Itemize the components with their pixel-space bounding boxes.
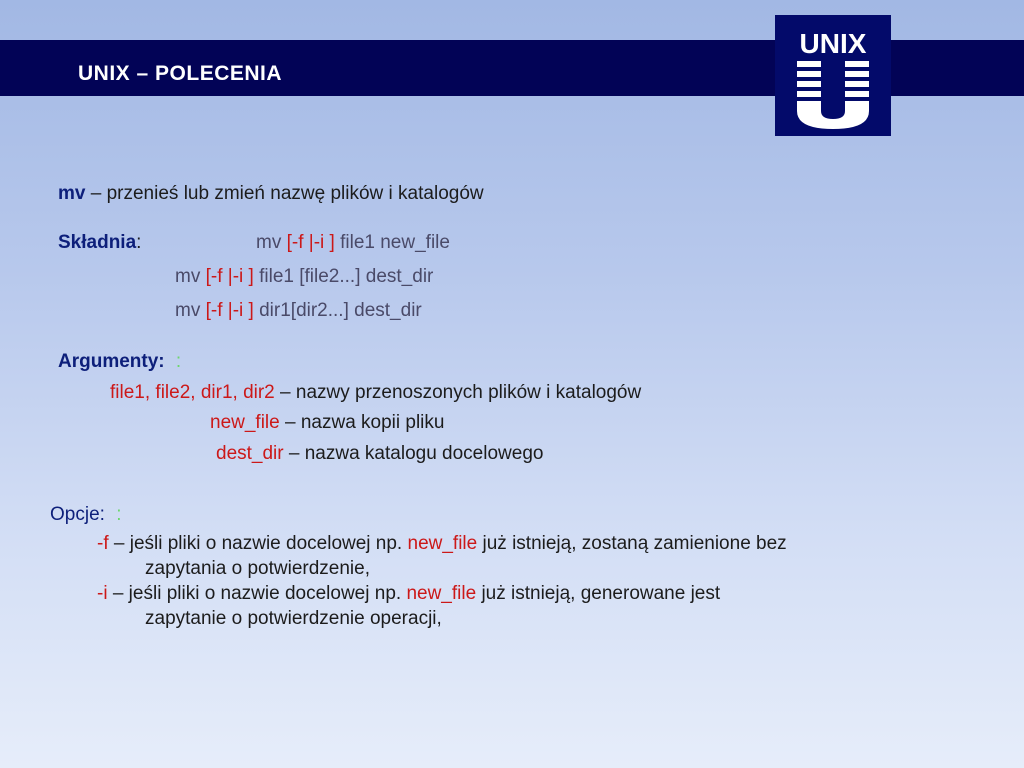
syntax-label: Składnia [58, 232, 137, 253]
option-term: new_file [406, 583, 477, 604]
unix-logo [775, 15, 891, 136]
argument-desc: – nazwy przenoszonych plików i katalogów [274, 382, 642, 403]
option-desc-end: już istnieją, zostaną zamienione bez [477, 533, 787, 554]
argument-term: new_file [210, 412, 280, 433]
syntax-colon: : [136, 232, 142, 253]
syntax-opts: [-f |-i ] [205, 266, 254, 287]
option-flag: -i [97, 583, 108, 604]
syntax-cmd: mv [256, 232, 287, 253]
syntax-args: file1 new_file [334, 232, 450, 253]
syntax-line-1 [256, 232, 450, 254]
syntax-opts: [-f |-i ] [205, 300, 254, 321]
logo-text: UNIX [799, 28, 867, 59]
syntax-args: file1 [file2...] dest_dir [253, 266, 434, 287]
options-label-row [50, 504, 121, 526]
options-marker: : [116, 504, 122, 525]
syntax-label-row [58, 232, 141, 254]
arguments-label: Argumenty: [58, 351, 165, 372]
syntax-line-2 [175, 266, 433, 288]
option-item-f-continuation: zapytania o potwierdzenie, [145, 558, 370, 579]
option-item-i-continuation: zapytanie o potwierdzenie operacji, [145, 608, 442, 629]
option-item-f [97, 533, 787, 555]
page-title: UNIX – POLECENIA [78, 62, 283, 85]
syntax-cmd: mv [175, 300, 206, 321]
arguments-marker: : [175, 351, 182, 372]
options-label: Opcje: [50, 504, 105, 525]
argument-item-1 [110, 382, 641, 404]
argument-term: file1, file2, dir1, dir2 [110, 382, 275, 403]
argument-desc: – nazwa katalogu docelowego [283, 443, 544, 464]
argument-term: dest_dir [216, 443, 284, 464]
syntax-line-3 [175, 300, 422, 322]
syntax-cmd: mv [175, 266, 206, 287]
argument-desc: – nazwa kopii pliku [279, 412, 445, 433]
option-flag: -f [97, 533, 109, 554]
mv-desc: – przenieś lub zmień nazwę plików i katalogów [85, 183, 484, 204]
argument-item-2 [210, 412, 444, 434]
option-term: new_file [407, 533, 478, 554]
argument-item-3 [216, 443, 543, 465]
option-desc: – jeśli pliki o nazwie docelowej np. [107, 583, 407, 604]
arguments-label-row [58, 351, 181, 373]
mv-command: mv [58, 183, 86, 204]
mv-description [58, 183, 484, 205]
syntax-opts: [-f |-i ] [286, 232, 335, 253]
option-item-i [97, 583, 720, 605]
option-desc: – jeśli pliki o nazwie docelowej np. [108, 533, 408, 554]
syntax-args: dir1[dir2...] dest_dir [253, 300, 422, 321]
option-desc-end: już istnieją, generowane jest [476, 583, 721, 604]
